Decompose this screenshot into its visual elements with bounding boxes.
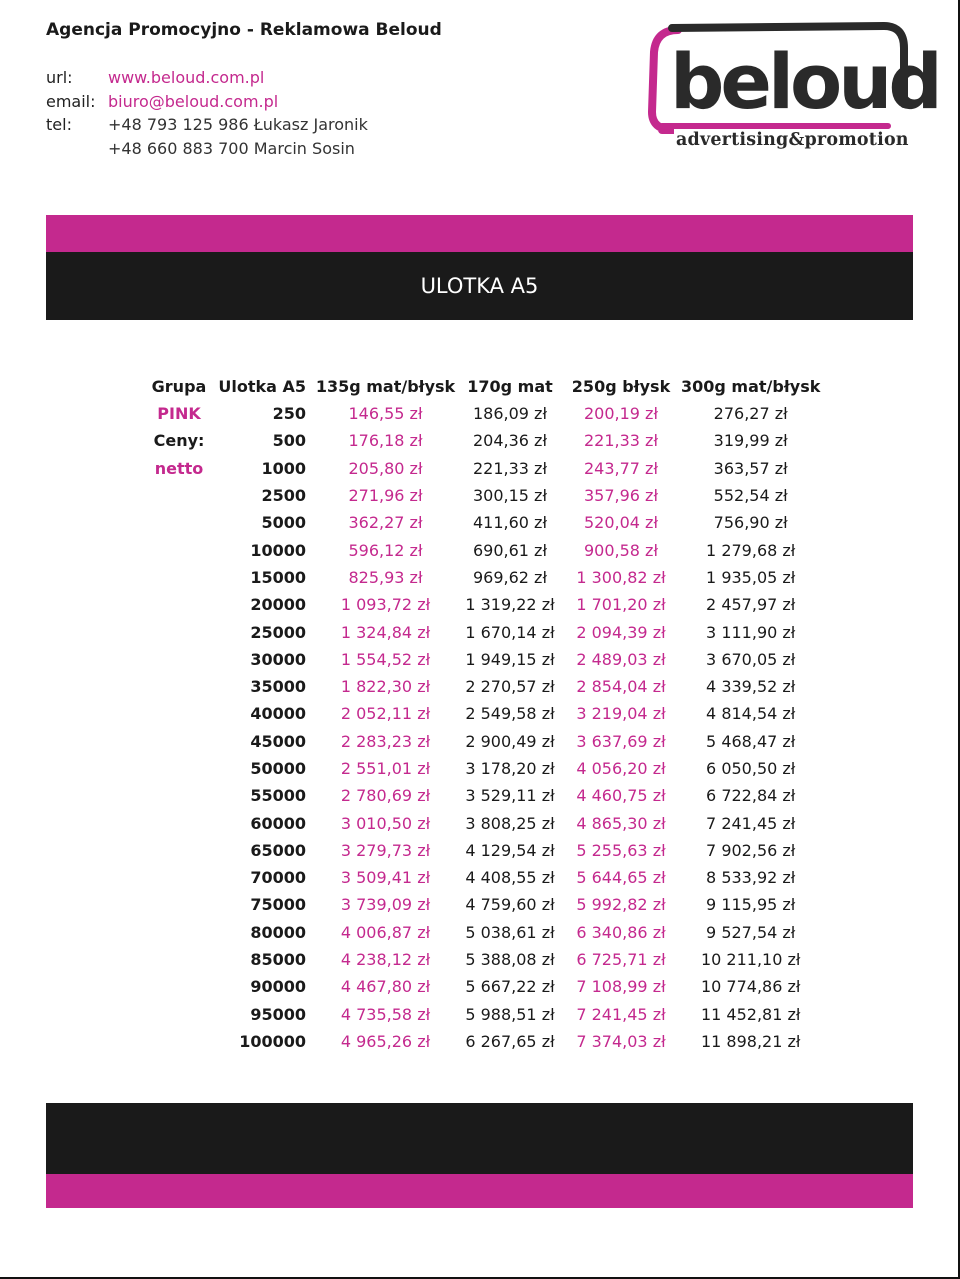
group-label-cell bbox=[150, 864, 208, 891]
price-135g-cell: 4 467,80 zł bbox=[340, 977, 431, 997]
price-170g-cell: 5 388,08 zł bbox=[465, 950, 555, 970]
price-300g-cell: 10 774,86 zł bbox=[700, 977, 801, 997]
price-135g-cell: 596,12 zł bbox=[348, 540, 423, 560]
table-row bbox=[150, 646, 820, 673]
footer-band-black bbox=[46, 1103, 913, 1174]
qty-cell: 10000 bbox=[250, 540, 306, 560]
price-170g-cell: 300,15 zł bbox=[472, 486, 547, 506]
price-250g-cell: 357,96 zł bbox=[583, 486, 658, 506]
price-170g-cell: 969,62 zł bbox=[472, 567, 547, 587]
price-170g-cell: 3 529,11 zł bbox=[465, 786, 555, 806]
group-label-cell bbox=[150, 728, 208, 755]
table-row bbox=[150, 455, 820, 482]
price-135g-cell: 1 093,72 zł bbox=[340, 595, 431, 615]
group-label-cell bbox=[150, 919, 208, 946]
price-250g-cell: 2 854,04 zł bbox=[576, 677, 666, 697]
price-300g-cell: 319,99 zł bbox=[713, 431, 788, 451]
group-label-cell bbox=[150, 700, 208, 727]
price-135g-cell: 176,18 zł bbox=[348, 431, 423, 451]
price-250g-cell: 4 865,30 zł bbox=[576, 813, 666, 833]
qty-cell: 500 bbox=[272, 431, 306, 451]
qty-cell: 75000 bbox=[250, 895, 306, 915]
table-row bbox=[150, 700, 820, 727]
qty-cell: 30000 bbox=[250, 649, 306, 669]
price-170g-cell: 186,09 zł bbox=[472, 404, 547, 424]
price-300g-cell: 4 814,54 zł bbox=[706, 704, 796, 724]
qty-cell: 50000 bbox=[250, 759, 306, 778]
table-row bbox=[150, 755, 820, 782]
price-170g-cell: 5 038,61 zł bbox=[465, 922, 555, 942]
qty-cell: 70000 bbox=[250, 868, 306, 888]
qty-cell: 250 bbox=[272, 404, 306, 424]
qty-cell: 90000 bbox=[250, 977, 306, 997]
group-label-cell bbox=[150, 1001, 208, 1028]
price-170g-cell: 3 808,25 zł bbox=[465, 813, 555, 833]
phone-row-2 bbox=[46, 137, 368, 161]
price-300g-cell: 1 279,68 zł bbox=[706, 540, 796, 560]
col-header-group: Grupa bbox=[151, 376, 207, 396]
price-170g-cell: 2 900,49 zł bbox=[465, 731, 555, 751]
group-label-cell: PINK bbox=[157, 404, 201, 424]
qty-cell: 35000 bbox=[250, 677, 306, 697]
price-135g-cell: 1 324,84 zł bbox=[340, 622, 431, 642]
table-row bbox=[150, 728, 820, 755]
price-170g-cell: 1 319,22 zł bbox=[465, 595, 555, 615]
price-250g-cell: 5 992,82 zł bbox=[576, 895, 666, 915]
price-300g-cell: 11 452,81 zł bbox=[700, 1004, 801, 1024]
col-header-qty: Ulotka A5 bbox=[218, 376, 306, 396]
group-label-cell bbox=[150, 973, 208, 1000]
price-300g-cell: 3 670,05 zł bbox=[706, 649, 796, 669]
price-135g-cell: 146,55 zł bbox=[348, 404, 423, 424]
price-135g-cell: 2 551,01 zł bbox=[340, 759, 431, 778]
price-135g-cell: 4 006,87 zł bbox=[340, 922, 431, 942]
price-300g-cell: 2 457,97 zł bbox=[706, 595, 796, 615]
price-170g-cell: 4 759,60 zł bbox=[465, 895, 555, 915]
group-label-cell bbox=[150, 646, 208, 673]
table-row bbox=[150, 482, 820, 509]
price-250g-cell: 7 241,45 zł bbox=[576, 1004, 666, 1024]
qty-cell: 100000 bbox=[239, 1031, 306, 1051]
group-label-cell bbox=[150, 618, 208, 645]
group-label-cell bbox=[150, 536, 208, 563]
table-row bbox=[150, 564, 820, 591]
phone-1: +48 793 125 986 Łukasz Jaronik bbox=[108, 115, 368, 134]
table-row bbox=[150, 673, 820, 700]
table-row bbox=[150, 864, 820, 891]
group-label-cell bbox=[150, 782, 208, 809]
logo-wordmark: beloud bbox=[670, 37, 939, 126]
col-header-170g: 170g mat bbox=[467, 376, 553, 396]
group-label-cell bbox=[150, 509, 208, 536]
price-250g-cell: 1 300,82 zł bbox=[576, 567, 666, 587]
price-300g-cell: 9 527,54 zł bbox=[706, 922, 796, 942]
price-250g-cell: 243,77 zł bbox=[583, 458, 658, 478]
price-250g-cell: 3 637,69 zł bbox=[576, 731, 666, 751]
price-135g-cell: 2 052,11 zł bbox=[340, 704, 431, 724]
price-170g-cell: 3 178,20 zł bbox=[465, 759, 555, 778]
price-135g-cell: 271,96 zł bbox=[348, 486, 423, 506]
qty-cell: 2500 bbox=[261, 486, 306, 506]
table-body bbox=[150, 400, 820, 1055]
price-300g-cell: 363,57 zł bbox=[713, 458, 788, 478]
price-135g-cell: 3 509,41 zł bbox=[340, 868, 431, 888]
phone-2: +48 660 883 700 Marcin Sosin bbox=[108, 138, 355, 158]
group-label-cell bbox=[150, 564, 208, 591]
price-135g-cell: 3 279,73 zł bbox=[340, 840, 431, 860]
table-header-row bbox=[150, 372, 820, 400]
email-label: email: bbox=[46, 91, 96, 111]
qty-cell: 85000 bbox=[250, 950, 306, 970]
group-label-cell: Ceny: bbox=[153, 431, 205, 451]
group-label-cell bbox=[150, 482, 208, 509]
email-row bbox=[46, 90, 368, 114]
logo-tagline: advertising&promotion bbox=[676, 130, 909, 150]
price-170g-cell: 1 949,15 zł bbox=[465, 649, 555, 669]
contact-info bbox=[46, 66, 368, 160]
price-250g-cell: 1 701,20 zł bbox=[576, 595, 666, 615]
phone-row bbox=[46, 113, 368, 137]
price-250g-cell: 3 219,04 zł bbox=[576, 704, 666, 724]
price-300g-cell: 9 115,95 zł bbox=[706, 895, 796, 915]
price-170g-cell: 2 549,58 zł bbox=[465, 704, 555, 724]
price-135g-cell: 825,93 zł bbox=[348, 567, 423, 587]
url-label: url: bbox=[46, 68, 73, 87]
price-250g-cell: 7 108,99 zł bbox=[576, 977, 666, 997]
price-300g-cell: 8 533,92 zł bbox=[706, 868, 796, 888]
price-table bbox=[150, 372, 820, 1055]
price-135g-cell: 362,27 zł bbox=[348, 513, 423, 533]
page-title: ULOTKA A5 bbox=[420, 274, 539, 298]
price-300g-cell: 276,27 zł bbox=[713, 404, 788, 424]
qty-cell: 5000 bbox=[261, 513, 306, 533]
group-label-cell bbox=[150, 591, 208, 618]
table-row bbox=[150, 591, 820, 618]
price-300g-cell: 5 468,47 zł bbox=[706, 731, 796, 751]
group-label-cell bbox=[150, 891, 208, 918]
price-170g-cell: 5 988,51 zł bbox=[465, 1004, 555, 1024]
price-135g-cell: 3 010,50 zł bbox=[340, 813, 431, 833]
price-250g-cell: 520,04 zł bbox=[583, 513, 658, 533]
tel-label: tel: bbox=[46, 115, 72, 134]
table-row bbox=[150, 837, 820, 864]
price-170g-cell: 690,61 zł bbox=[472, 540, 547, 560]
group-label-cell bbox=[150, 946, 208, 973]
table-row bbox=[150, 400, 820, 427]
table-row bbox=[150, 509, 820, 536]
price-300g-cell: 1 935,05 zł bbox=[706, 567, 796, 587]
table-row bbox=[150, 782, 820, 809]
price-135g-cell: 4 238,12 zł bbox=[340, 950, 431, 970]
price-170g-cell: 1 670,14 zł bbox=[465, 622, 555, 642]
price-170g-cell: 411,60 zł bbox=[472, 513, 547, 533]
price-170g-cell: 5 667,22 zł bbox=[465, 977, 555, 997]
col-header-135g: 135g mat/błysk bbox=[315, 376, 456, 396]
table-row bbox=[150, 891, 820, 918]
price-135g-cell: 1 822,30 zł bbox=[340, 677, 431, 697]
price-250g-cell: 6 725,71 zł bbox=[576, 950, 666, 970]
price-170g-cell: 4 129,54 zł bbox=[465, 840, 555, 860]
qty-cell: 40000 bbox=[250, 704, 306, 724]
header-band-pink bbox=[46, 215, 913, 252]
qty-cell: 65000 bbox=[250, 840, 306, 860]
qty-cell: 95000 bbox=[250, 1004, 306, 1024]
qty-cell: 80000 bbox=[250, 922, 306, 942]
table-row bbox=[150, 809, 820, 836]
price-135g-cell: 2 780,69 zł bbox=[340, 786, 431, 806]
price-250g-cell: 4 056,20 zł bbox=[576, 759, 666, 778]
group-label-cell bbox=[150, 673, 208, 700]
price-135g-cell: 4 965,26 zł bbox=[340, 1031, 431, 1051]
qty-cell: 60000 bbox=[250, 813, 306, 833]
qty-cell: 15000 bbox=[250, 567, 306, 587]
table-row bbox=[150, 919, 820, 946]
table-row bbox=[150, 1001, 820, 1028]
price-135g-cell: 4 735,58 zł bbox=[340, 1004, 431, 1024]
price-300g-cell: 11 898,21 zł bbox=[700, 1031, 801, 1051]
price-135g-cell: 2 283,23 zł bbox=[340, 731, 431, 751]
footer-band-pink bbox=[46, 1174, 913, 1208]
price-250g-cell: 200,19 zł bbox=[583, 404, 658, 424]
group-label-cell bbox=[150, 755, 208, 782]
email-link[interactable]: biuro@beloud.com.pl bbox=[108, 91, 279, 111]
price-250g-cell: 900,58 zł bbox=[583, 540, 658, 560]
price-170g-cell: 6 267,65 zł bbox=[465, 1031, 555, 1051]
price-300g-cell: 7 902,56 zł bbox=[706, 840, 796, 860]
price-300g-cell: 6 722,84 zł bbox=[706, 786, 796, 806]
price-135g-cell: 1 554,52 zł bbox=[340, 649, 431, 669]
price-250g-cell: 2 489,03 zł bbox=[576, 649, 666, 669]
price-300g-cell: 756,90 zł bbox=[713, 513, 788, 533]
qty-cell: 1000 bbox=[261, 458, 306, 478]
price-250g-cell: 221,33 zł bbox=[583, 431, 658, 451]
price-300g-cell: 3 111,90 zł bbox=[706, 622, 796, 642]
url-row bbox=[46, 66, 368, 90]
price-170g-cell: 204,36 zł bbox=[472, 431, 547, 451]
table-row bbox=[150, 618, 820, 645]
qty-cell: 45000 bbox=[250, 731, 306, 751]
website-link[interactable]: www.beloud.com.pl bbox=[108, 68, 265, 87]
col-header-250g: 250g błysk bbox=[571, 376, 671, 396]
price-250g-cell: 5 255,63 zł bbox=[576, 840, 666, 860]
qty-cell: 55000 bbox=[250, 786, 306, 806]
group-label-cell bbox=[150, 809, 208, 836]
company-name: Agencja Promocyjno - Reklamowa Beloud bbox=[46, 20, 442, 40]
price-135g-cell: 3 739,09 zł bbox=[340, 895, 431, 915]
col-header-300g: 300g mat/błysk bbox=[681, 376, 821, 396]
table-row bbox=[150, 536, 820, 563]
qty-cell: 25000 bbox=[250, 622, 306, 642]
price-300g-cell: 552,54 zł bbox=[713, 486, 788, 506]
price-250g-cell: 2 094,39 zł bbox=[576, 622, 666, 642]
group-label-cell bbox=[150, 1028, 208, 1055]
price-250g-cell: 6 340,86 zł bbox=[576, 922, 666, 942]
price-250g-cell: 5 644,65 zł bbox=[576, 868, 666, 888]
price-300g-cell: 4 339,52 zł bbox=[706, 677, 796, 697]
price-300g-cell: 10 211,10 zł bbox=[700, 950, 801, 970]
table-row bbox=[150, 427, 820, 454]
table-row bbox=[150, 1028, 820, 1055]
price-300g-cell: 6 050,50 zł bbox=[706, 759, 796, 778]
price-170g-cell: 221,33 zł bbox=[472, 458, 547, 478]
group-label-cell: netto bbox=[154, 458, 204, 478]
group-label-cell bbox=[150, 837, 208, 864]
table-row bbox=[150, 946, 820, 973]
price-170g-cell: 4 408,55 zł bbox=[465, 868, 555, 888]
price-135g-cell: 205,80 zł bbox=[348, 458, 423, 478]
price-170g-cell: 2 270,57 zł bbox=[465, 677, 555, 697]
price-300g-cell: 7 241,45 zł bbox=[706, 813, 796, 833]
table-row bbox=[150, 973, 820, 1000]
price-250g-cell: 4 460,75 zł bbox=[576, 786, 666, 806]
qty-cell: 20000 bbox=[250, 595, 306, 615]
price-250g-cell: 7 374,03 zł bbox=[576, 1031, 666, 1051]
